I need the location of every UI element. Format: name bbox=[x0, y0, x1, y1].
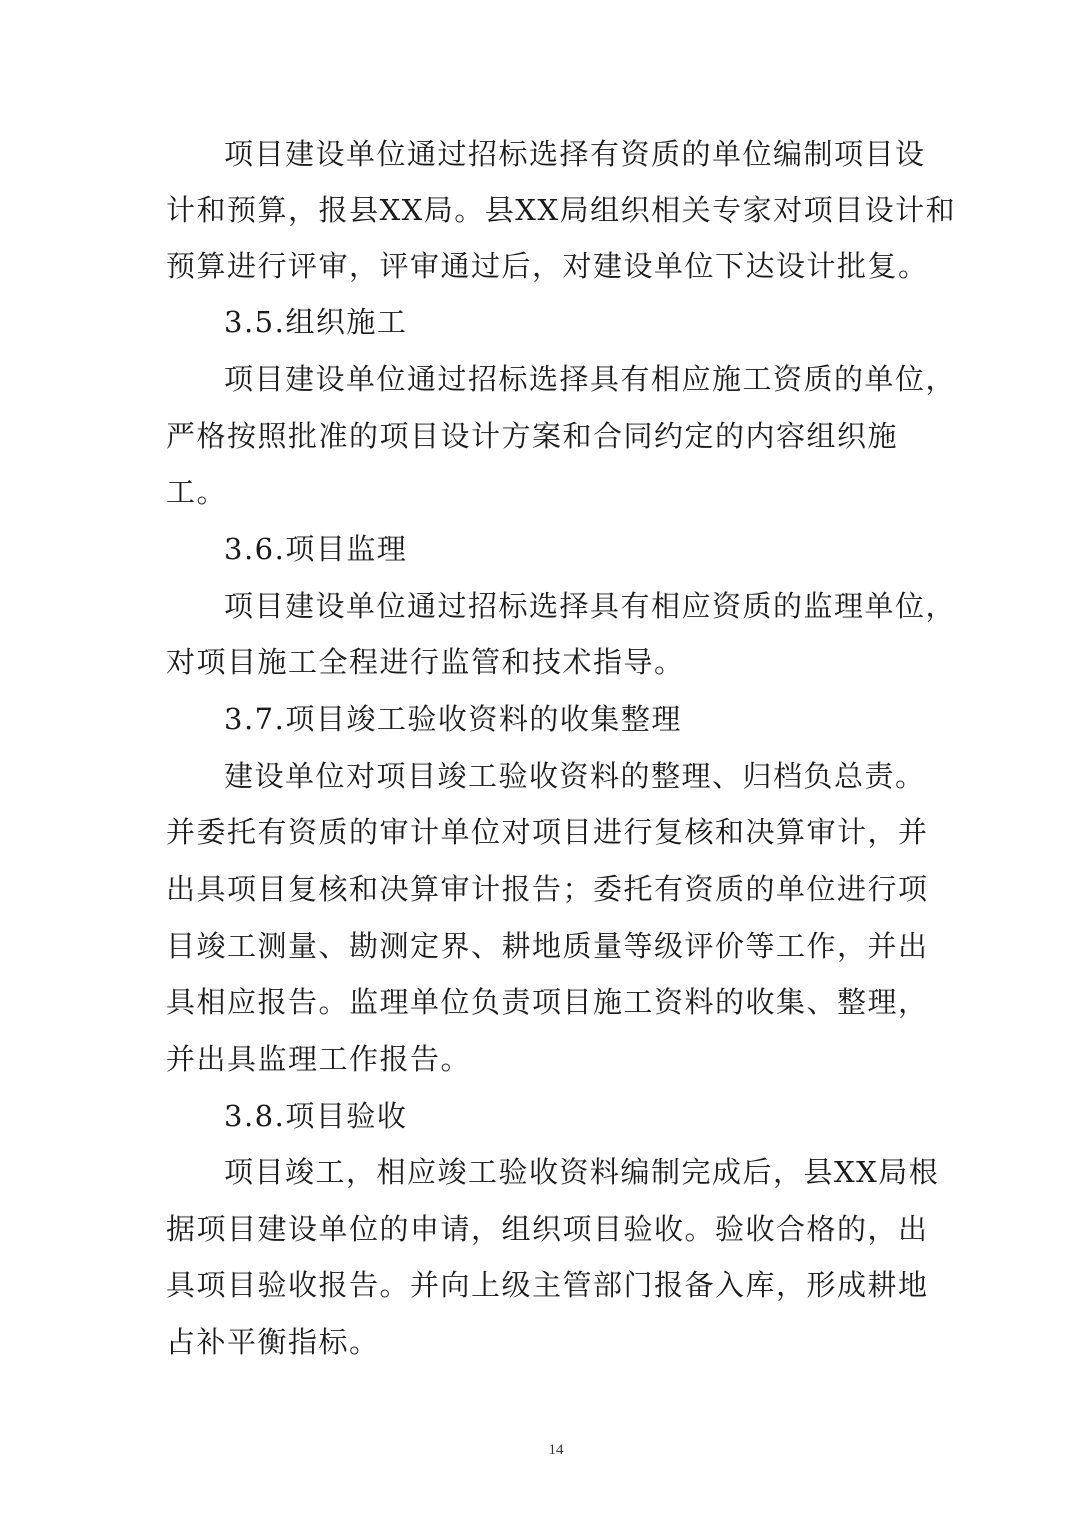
paragraph-line: 具项目验收报告。并向上级主管部门报备入库，形成耕地 bbox=[166, 1268, 929, 1302]
section-heading-3-7: 3.7.项目竣工验收资料的收集整理 bbox=[224, 702, 682, 736]
paragraph-line: 预算进行评审，评审通过后，对建设单位下达设计批复。 bbox=[166, 249, 929, 283]
paragraph-line: 占补平衡指标。 bbox=[166, 1325, 380, 1359]
section-heading-3-5: 3.5.组织施工 bbox=[224, 305, 408, 339]
paragraph-line: 据项目建设单位的申请，组织项目验收。验收合格的，出 bbox=[166, 1212, 929, 1246]
paragraph-line: 计和预算，报县XX局。县XX局组织相关专家对项目设计和 bbox=[166, 193, 957, 227]
paragraph-line: 工。 bbox=[166, 475, 228, 509]
paragraph-line: 并出具监理工作报告。 bbox=[166, 1042, 472, 1076]
paragraph-line: 并委托有资质的审计单位对项目进行复核和决算审计，并 bbox=[166, 815, 929, 849]
paragraph-line: 对项目施工全程进行监管和技术指导。 bbox=[166, 645, 685, 679]
section-heading-3-8: 3.8.项目验收 bbox=[224, 1099, 408, 1133]
paragraph-line: 项目竣工，相应竣工验收资料编制完成后，县XX局根 bbox=[224, 1155, 940, 1189]
paragraph-line: 项目建设单位通过招标选择具有相应资质的监理单位， bbox=[224, 589, 957, 623]
paragraph-line: 出具项目复核和决算审计报告；委托有资质的单位进行项 bbox=[166, 872, 929, 906]
paragraph-line: 具相应报告。监理单位负责项目施工资料的收集、整理， bbox=[166, 985, 929, 1019]
page-number: 14 bbox=[548, 1442, 564, 1458]
paragraph-line: 项目建设单位通过招标选择有资质的单位编制项目设 bbox=[224, 137, 926, 171]
paragraph-line: 建设单位对项目竣工验收资料的整理、归档负总责。 bbox=[224, 759, 926, 793]
paragraph-line: 严格按照批准的项目设计方案和合同约定的内容组织施 bbox=[166, 419, 899, 453]
paragraph-line: 目竣工测量、勘测定界、耕地质量等级评价等工作，并出 bbox=[166, 929, 929, 963]
paragraph-line: 项目建设单位通过招标选择具有相应施工资质的单位， bbox=[224, 362, 957, 396]
section-heading-3-6: 3.6.项目监理 bbox=[224, 532, 408, 566]
